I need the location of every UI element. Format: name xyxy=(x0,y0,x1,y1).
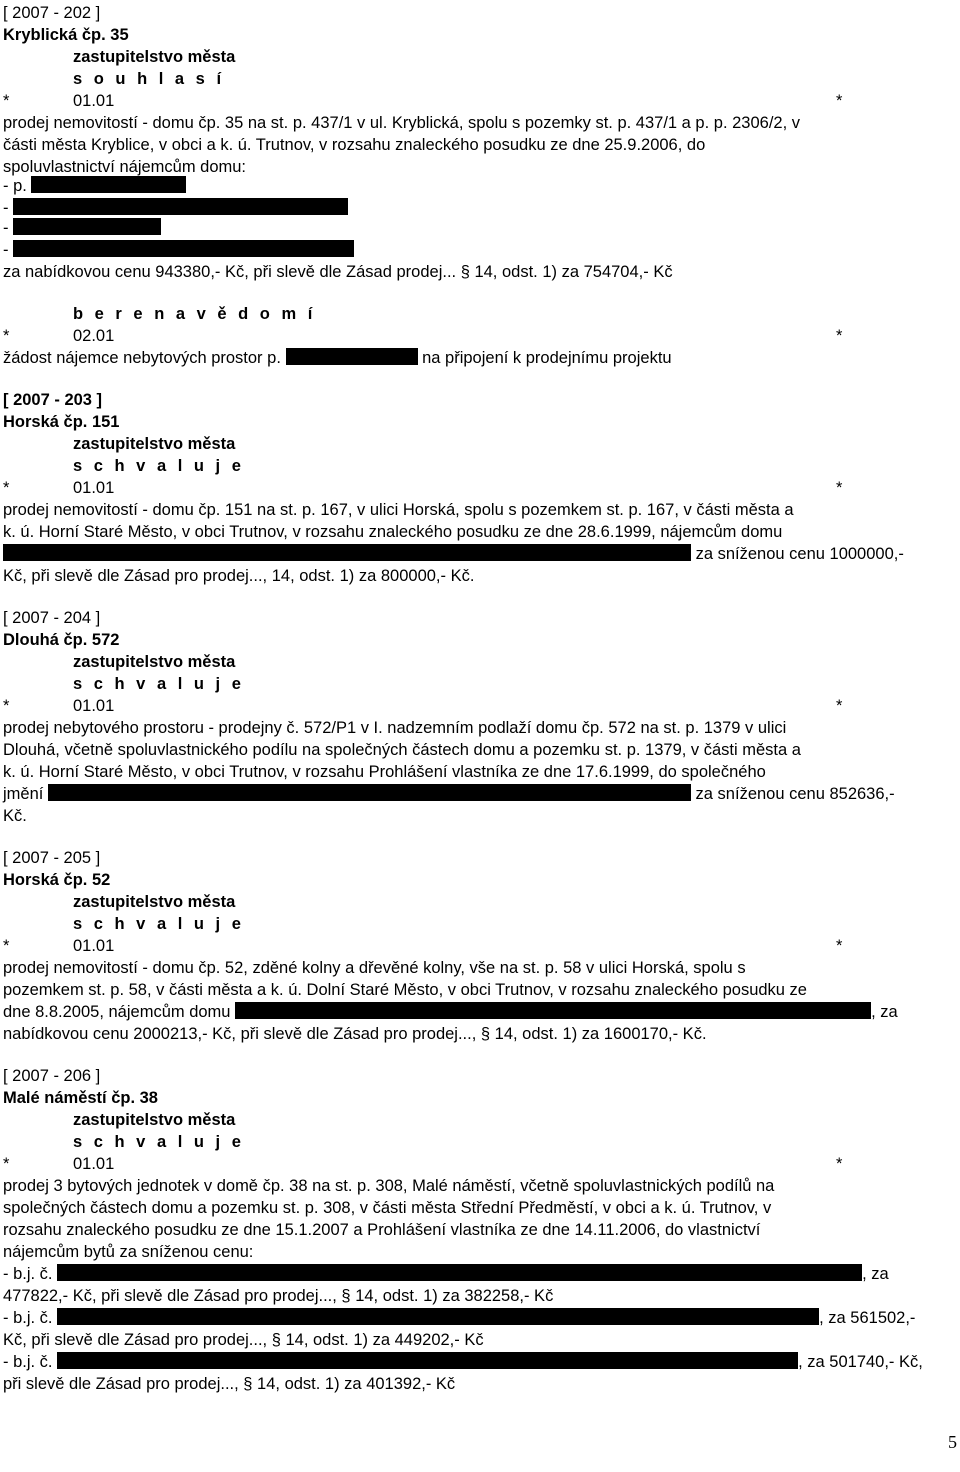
section-title: Malé náměstí čp. 38 xyxy=(3,1089,158,1107)
text-line: pozemkem st. p. 58, v části města a k. ú. Dolní Staré Město, v obci Trutnov, v rozsahu znaleckého posudku ze xyxy=(3,981,807,999)
item-number: 01.01 xyxy=(73,697,115,715)
section-title: Kryblická čp. 35 xyxy=(3,26,129,44)
council-label: zastupitelstvo města xyxy=(73,893,236,911)
item-number: 01.01 xyxy=(73,1155,115,1173)
text-line xyxy=(3,1264,889,1285)
text-line xyxy=(3,1308,915,1329)
item-star: * xyxy=(3,92,10,110)
verdict: b e r e n a v ě d o m í xyxy=(73,305,316,323)
text-line: části města Kryblice, v obci a k. ú. Trutnov, v rozsahu znaleckého posudku ze dne 25.9.2006, do xyxy=(3,136,706,154)
item-star: * xyxy=(836,327,843,345)
item-star: * xyxy=(3,937,10,955)
text-line: Dlouhá, včetně spoluvlastnického podílu na společných částech domu a pozemku st. p. 1379, v části města a xyxy=(3,741,801,759)
redaction-bar xyxy=(286,348,418,365)
text-line xyxy=(3,348,672,369)
text-line: 477822,- Kč, při slevě dle Zásad pro prodej..., § 14, odst. 1) za 382258,- Kč xyxy=(3,1287,554,1305)
owner-line xyxy=(3,218,161,239)
text-fragment: za sníženou cenu 852636,- xyxy=(695,785,895,803)
section-header: [ 2007 - 206 ] xyxy=(3,1067,101,1085)
text-fragment: dne 8.8.2005, nájemcům domu xyxy=(3,1003,231,1021)
section-title: Dlouhá čp. 572 xyxy=(3,631,120,649)
redaction-bar xyxy=(48,784,691,801)
item-star: * xyxy=(836,479,843,497)
item-number: 01.01 xyxy=(73,937,115,955)
section-title: Horská čp. 151 xyxy=(3,413,120,431)
verdict: s c h v a l u j e xyxy=(73,457,245,475)
text-line xyxy=(3,1352,923,1373)
redaction-bar xyxy=(13,218,161,235)
text-line: prodej nemovitostí - domu čp. 52, zděné kolny a dřevěné kolny, vše na st. p. 58 v ulici Horská, spolu s xyxy=(3,959,746,977)
text-fragment: - xyxy=(3,241,9,259)
verdict: s o u h l a s í xyxy=(73,70,225,88)
text-line: při slevě dle Zásad pro prodej..., § 14, odst. 1) za 401392,- Kč xyxy=(3,1375,456,1393)
council-label: zastupitelstvo města xyxy=(73,435,236,453)
text-fragment: - b.j. č. xyxy=(3,1309,53,1327)
text-line: k. ú. Horní Staré Město, v obci Trutnov, v rozsahu znaleckého posudku ze dne 28.6.1999, nájemcům domu xyxy=(3,523,783,541)
text-line: prodej nemovitostí - domu čp. 35 na st. p. 437/1 v ul. Kryblická, spolu s pozemky st. p. 437/1 a p. p. 2306/2, v xyxy=(3,114,801,132)
item-star: * xyxy=(836,937,843,955)
redaction-bar xyxy=(31,176,186,193)
item-star: * xyxy=(836,92,843,110)
text-line: prodej 3 bytových jednotek v domě čp. 38 na st. p. 308, Malé náměstí, včetně spoluvlastnických podílů na xyxy=(3,1177,775,1195)
text-line: společných částech domu a pozemku st. p. 308, v části města Střední Předměstí, v obci a k. ú. Trutnov, v xyxy=(3,1199,772,1217)
page-number: 5 xyxy=(948,1432,957,1452)
redaction-bar xyxy=(13,240,354,257)
text-fragment: na připojení k prodejnímu projektu xyxy=(422,349,672,367)
text-fragment: - xyxy=(3,199,9,217)
text-fragment: , za xyxy=(862,1265,889,1283)
council-label: zastupitelstvo města xyxy=(73,48,236,66)
text-line xyxy=(3,544,904,565)
owner-line xyxy=(3,240,354,261)
text-fragment: - p. xyxy=(3,177,27,195)
text-fragment: - b.j. č. xyxy=(3,1353,53,1371)
text-line: prodej nebytového prostoru - prodejny č. 572/P1 v I. nadzemním podlaží domu čp. 572 na st. p. 1379 v ulici xyxy=(3,719,787,737)
text-line xyxy=(3,1002,898,1023)
owner-line xyxy=(3,198,348,219)
text-fragment: - b.j. č. xyxy=(3,1265,53,1283)
text-line: Kč, při slevě dle Zásad pro prodej..., § 14, odst. 1) za 449202,- Kč xyxy=(3,1331,484,1349)
text-fragment: , za 561502,- xyxy=(819,1309,916,1327)
text-line: k. ú. Horní Staré Město, v obci Trutnov, v rozsahu Prohlášení vlastníka ze dne 17.6.1999, do společného xyxy=(3,763,766,781)
item-number: 01.01 xyxy=(73,479,115,497)
verdict: s c h v a l u j e xyxy=(73,1133,245,1151)
redaction-bar xyxy=(57,1264,862,1281)
text-fragment: jmění xyxy=(3,785,44,803)
verdict: s c h v a l u j e xyxy=(73,915,245,933)
text-line xyxy=(3,784,895,805)
text-line: spoluvlastnictví nájemcům domu: xyxy=(3,158,247,176)
text-fragment: za sníženou cenu 1000000,- xyxy=(695,545,904,563)
redaction-bar xyxy=(57,1352,798,1369)
text-fragment: - xyxy=(3,219,9,237)
text-line: rozsahu znaleckého posudku ze dne 15.1.2007 a Prohlášení vlastníka ze dne 14.11.2006, do vlastnictví xyxy=(3,1221,761,1239)
text-fragment: , za 501740,- Kč, xyxy=(798,1353,923,1371)
section-header: [ 2007 - 203 ] xyxy=(3,391,103,409)
council-label: zastupitelstvo města xyxy=(73,1111,236,1129)
item-star: * xyxy=(3,697,10,715)
item-star: * xyxy=(836,1155,843,1173)
item-number: 01.01 xyxy=(73,92,115,110)
section-header: [ 2007 - 205 ] xyxy=(3,849,101,867)
text-fragment: , za xyxy=(871,1003,898,1021)
text-line: nájemcům bytů za sníženou cenu: xyxy=(3,1243,254,1261)
redaction-bar xyxy=(13,198,348,215)
item-number: 02.01 xyxy=(73,327,115,345)
item-star: * xyxy=(3,479,10,497)
item-star: * xyxy=(836,697,843,715)
text-fragment: žádost nájemce nebytových prostor p. xyxy=(3,349,281,367)
item-star: * xyxy=(3,1155,10,1173)
item-star: * xyxy=(3,327,10,345)
redaction-bar xyxy=(57,1308,819,1325)
council-label: zastupitelstvo města xyxy=(73,653,236,671)
section-header: [ 2007 - 202 ] xyxy=(3,4,101,22)
text-line: Kč. xyxy=(3,807,27,825)
redaction-bar xyxy=(3,544,691,561)
text-line: za nabídkovou cenu 943380,- Kč, při slevě dle Zásad prodej... § 14, odst. 1) za 754704,- Kč xyxy=(3,263,673,281)
redaction-bar xyxy=(235,1002,871,1019)
verdict: s c h v a l u j e xyxy=(73,675,245,693)
text-line: nabídkovou cenu 2000213,- Kč, při slevě dle Zásad pro prodej..., § 14, odst. 1) za 1600170,- Kč. xyxy=(3,1025,707,1043)
owner-line xyxy=(3,176,186,197)
text-line: Kč, při slevě dle Zásad pro prodej..., 14, odst. 1) za 800000,- Kč. xyxy=(3,567,475,585)
section-title: Horská čp. 52 xyxy=(3,871,111,889)
section-header: [ 2007 - 204 ] xyxy=(3,609,101,627)
text-line: prodej nemovitostí - domu čp. 151 na st. p. 167, v ulici Horská, spolu s pozemkem st. p. 167, v části města a xyxy=(3,501,794,519)
